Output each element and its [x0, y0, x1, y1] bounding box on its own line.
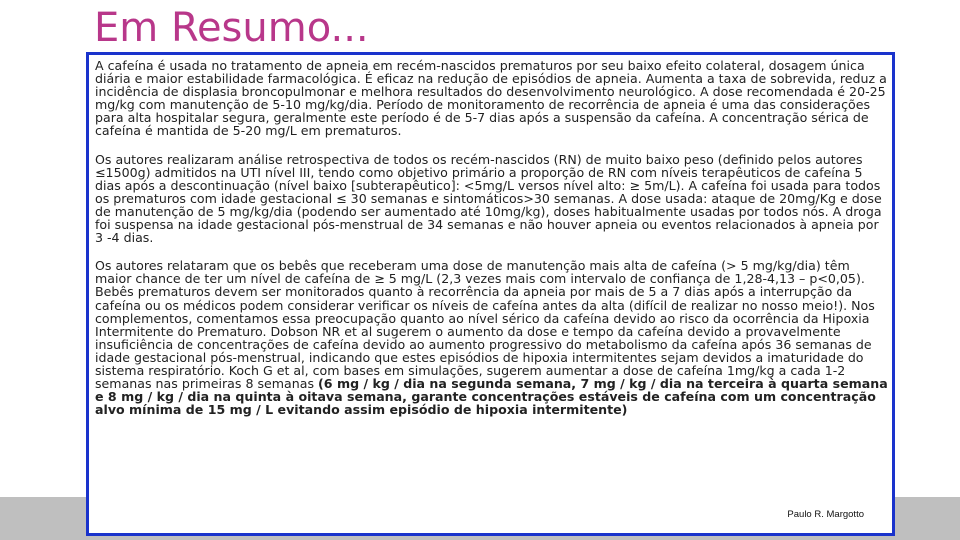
paragraph-results	[95, 259, 888, 416]
summary-text-box	[86, 52, 895, 536]
paragraph-results-text: Os autores relataram que os bebês que receberam uma dose de manutenção mais alta de cafeína (> 5 mg/kg/dia) têm maior chance de ter um nível de cafeína de ≥ 5 mg/L (2,3 vezes mais com intervalo de confiança de 1,28-4,13 – p<0,05). Bebês prematuros devem ser monitorados quanto à recorrência da apneia por mais de 5 a 7 dias após a interrupção da cafeína ou os médicos podem considerar verificar os níveis de cafeína antes da alta (difícil de realizar no nosso meio!). Nos complementos, comentamos essa preocupação quanto ao nível sérico da cafeína devido ao risco da ocorrência da Hipoxia Intermitente do Prematuro. Dobson NR et al sugerem o aumento da dose e tempo da cafeína devido a provavelmente insuficiência de concentrações de cafeína devido ao aumento progressivo do metabolismo da cafeína após 36 semanas de idade gestacional pós-menstrual, indicando que estes episódios de hipoxia intermitentes sejam devidos a imaturidade do sistema respiratório. Koch G et al, com bases em simulações, sugerem aumentar a dose de cafeína 1mg/kg a cada 1-2 semanas nas primeiras 8 semanas	[95, 258, 875, 392]
paragraph-results-bold: (6 mg / kg / dia na segunda semana, 7 mg / kg / dia na terceira à quarta semana e 8 mg / kg / dia na quinta à oitava semana, garante concentrações estáveis de cafeína com um concentração alvo mínima de 15 mg / L evitando assim episódio de hipoxia intermitente)	[95, 376, 888, 418]
slide-title: Em Resumo...	[94, 5, 369, 51]
paragraph-retrospective-study: Os autores realizaram análise retrospectiva de todos os recém-nascidos (RN) de muito baixo peso (definido pelos autores ≤1500g) admitidos na UTI nível III, tendo como objetivo primário a proporção de RN com níveis terapêuticos de cafeína 5 dias após a descontinuação (nível baixo [subterapêutico]: <5mg/L versos nível alto: ≥ 5m/L). A cafeína foi usada para todos os prematuros com idade gestacional ≤ 30 semanas e sintomáticos>30 semanas. A dose usada: ataque de 20mg/Kg e dose de manutenção de 5 mg/kg/dia (podendo ser aumentado até 10mg/kg), doses habitualmente usadas por todos nós. A droga foi suspensa na idade gestacional pós-menstrual de 34 semanas e não houver apneia ou eventos relacionados à apneia por 3 -4 dias.	[95, 151, 882, 246]
paragraph-caffeine-overview: A cafeína é usada no tratamento de apneia em recém-nascidos prematuros por seu baixo efeito colateral, dosagem única diária e maior estabilidade farmacológica. É eficaz na redução de episódios de apneia. Aumenta a taxa de sobrevida, reduz a incidência de displasia broncopulmonar e melhora resultados do desenvolvimento neurológico. A dose recomendada é 20-25 mg/kg com manutenção de 5-10 mg/kg/dia. Período de monitoramento de recorrência de apneia é uma das considerações para alta hospitalar segura, geralmente este período é de 5-7 dias após a suspensão da cafeína. A concentração sérica de cafeína é mantida de 5-20 mg/L em prematuros.	[95, 58, 887, 139]
author-credit: Paulo R. Margotto	[787, 509, 864, 520]
